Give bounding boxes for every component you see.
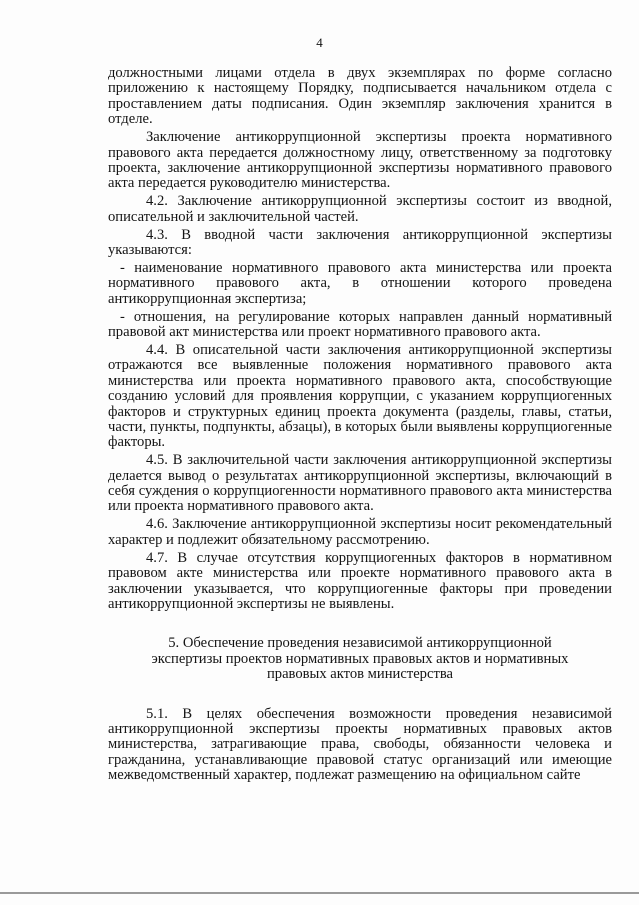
paragraph-5-1: 5.1. В целях обеспечения возможности проведения независимой антикоррупционной экспертизы проекты нормативных правовых актов министерства, затрагивающие права, свободы, обязанности человека и гражданина, устанавливающие правовой статус организаций или имеющие межведомственный характер, подлежат размещению на официальном сайте — [108, 705, 612, 784]
section-5-heading: 5. Обеспечение проведения независимой антикоррупционной экспертизы проектов нормативных правовых актов и нормативных правовых актов министерства — [151, 635, 569, 683]
list-item-relations: - отношения, на регулирование которых направлен данный нормативный правовой акт министерства или проект нормативного правового акта. — [108, 308, 612, 340]
list-item-act-name: - наименование нормативного правового акта министерства или проекта нормативного правового акта, в отношении которого проведена антикоррупционная экспертиза; — [108, 259, 612, 307]
page-number: 4 — [316, 35, 323, 50]
scan-bottom-edge — [0, 892, 639, 894]
paragraph-conclusion-transfer: Заключение антикоррупционной экспертизы проекта нормативного правового акта передается должностному лицу, ответственному за подготовку проекта, заключение антикоррупционной экспертизы нормативного правового акта передается руководителю министерства. — [108, 129, 612, 192]
paragraph-4-5: 4.5. В заключительной части заключения антикоррупционной экспертизы делается вывод о результатах антикоррупционной экспертизы, включающий в себя суждения о коррупциогенности нормативного правового акта министерства или проекта нормативного правового акта. — [108, 452, 612, 515]
paragraph-4-3: 4.3. В вводной части заключения антикоррупционной экспертизы указываются: — [108, 226, 612, 258]
paragraph-4-2: 4.2. Заключение антикоррупционной экспертизы состоит из вводной, описательной и заключительной частей. — [108, 193, 612, 225]
paragraph-4-7: 4.7. В случае отсутствия коррупциогенных факторов в нормативном правовом акте министерства или проекте нормативного правового акта в заключении указывается, что коррупциогенные факторы при проведении антикоррупционной экспертизы не выявлены. — [108, 549, 612, 612]
paragraph-4-4: 4.4. В описательной части заключения антикоррупционной экспертизы отражаются все выявленные положения нормативного правового акта министерства или проекта нормативного правового акта, способствующие созданию условий для проявления коррупции, с указанием коррупциогенных факторов и структурных единиц проекта документа (разделы, главы, статьи, части, пункты, подпункты, абзацы), в которых были выявлены коррупциогенные факторы. — [108, 341, 612, 451]
document-body — [108, 66, 612, 786]
paragraph-4-6: 4.6. Заключение антикоррупционной экспертизы носит рекомендательный характер и подлежит обязательному рассмотрению. — [108, 516, 612, 548]
paragraph-continuation: должностными лицами отдела в двух экземплярах по форме согласно приложению к настоящему Порядку, подписывается начальником отдела с проставлением даты подписания. Один экземпляр заключения хранится в отделе. — [108, 65, 612, 128]
